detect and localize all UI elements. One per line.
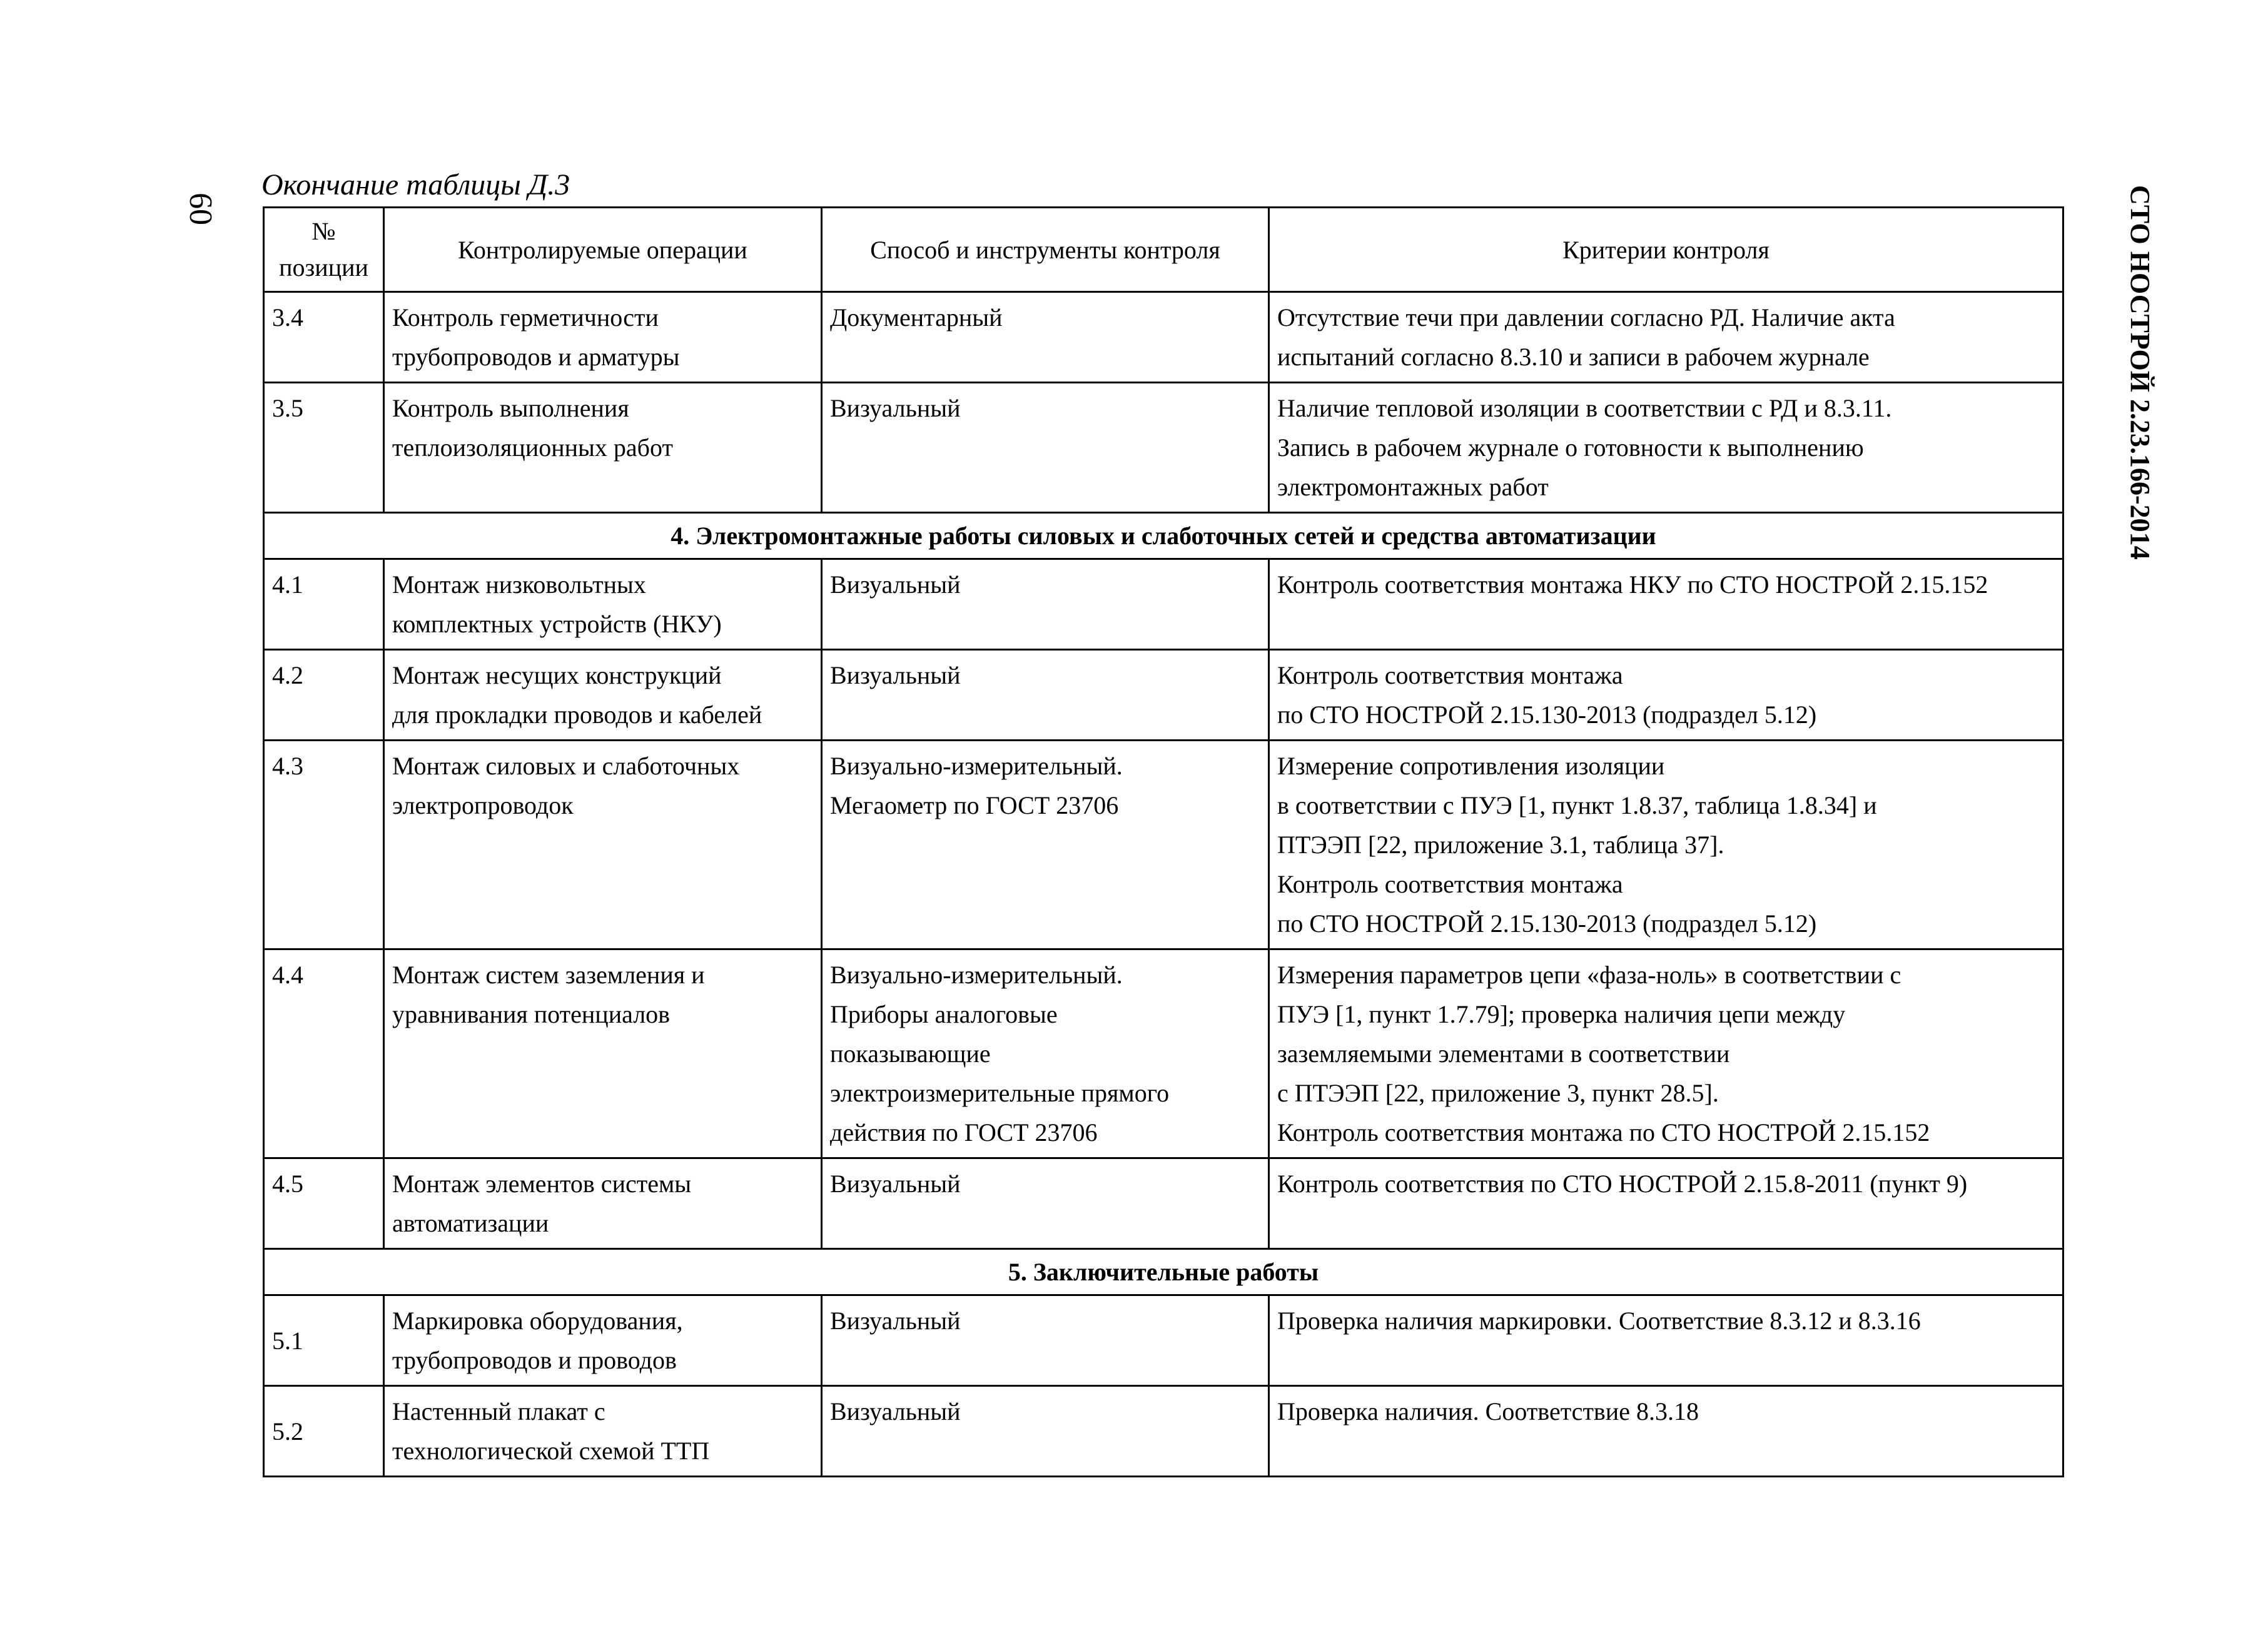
- page-number: 60: [183, 193, 218, 225]
- table-caption: Окончание таблицы Д.3: [261, 168, 570, 201]
- cell-num: 4.2: [264, 650, 384, 741]
- table-row: [264, 650, 2063, 741]
- section-row: [264, 513, 2063, 559]
- cell-method: Визуальный: [822, 650, 1269, 741]
- cell-criteria: Проверка наличия. Соответствие 8.3.18: [1269, 1386, 2063, 1477]
- cell-criteria: Контроль соответствия монтажа по СТО НОСТРОЙ 2.15.130-2013 (подраздел 5.12): [1269, 650, 2063, 741]
- table-row: [264, 949, 2063, 1158]
- cell-operation: Маркировка оборудования, трубопроводов и проводов: [384, 1295, 822, 1386]
- section-row: [264, 1249, 2063, 1295]
- cell-method: Визуальный: [822, 559, 1269, 650]
- control-table: [263, 206, 2064, 1477]
- table-row: [264, 1295, 2063, 1386]
- cell-operation: Монтаж низковольтных комплектных устройств (НКУ): [384, 559, 822, 650]
- cell-operation: Монтаж систем заземления и уравнивания потенциалов: [384, 949, 822, 1158]
- header-operation: Контролируемые операции: [384, 208, 822, 292]
- cell-method: Визуально-измерительный. Мегаометр по ГОСТ 23706: [822, 741, 1269, 949]
- cell-method: Документарный: [822, 292, 1269, 383]
- header-criteria: Критерии контроля: [1269, 208, 2063, 292]
- table-row: [264, 1158, 2063, 1249]
- cell-criteria: Отсутствие течи при давлении согласно РД. Наличие акта испытаний согласно 8.3.10 и записи в рабочем журнале: [1269, 292, 2063, 383]
- cell-method: Визуально-измерительный. Приборы аналоговые показывающие электроизмерительные прямого действия по ГОСТ 23706: [822, 949, 1269, 1158]
- cell-method: Визуальный: [822, 1158, 1269, 1249]
- table-row: [264, 292, 2063, 383]
- cell-num: 5.2: [264, 1386, 384, 1477]
- cell-operation: Контроль выполнения теплоизоляционных работ: [384, 383, 822, 513]
- cell-criteria: Контроль соответствия по СТО НОСТРОЙ 2.15.8-2011 (пункт 9): [1269, 1158, 2063, 1249]
- table-header-row: [264, 208, 2063, 292]
- cell-operation: Контроль герметичности трубопроводов и арматуры: [384, 292, 822, 383]
- cell-criteria: Наличие тепловой изоляции в соответствии с РД и 8.3.11. Запись в рабочем журнале о готовности к выполнению электромонтажных работ: [1269, 383, 2063, 513]
- cell-criteria: Контроль соответствия монтажа НКУ по СТО НОСТРОЙ 2.15.152: [1269, 559, 2063, 650]
- cell-operation: Монтаж элементов системы автоматизации: [384, 1158, 822, 1249]
- cell-num: 5.1: [264, 1295, 384, 1386]
- header-method: Способ и инструменты контроля: [822, 208, 1269, 292]
- cell-method: Визуальный: [822, 383, 1269, 513]
- cell-criteria: Измерения параметров цепи «фаза-ноль» в соответствии с ПУЭ [1, пункт 1.7.79]; проверка наличия цепи между заземляемыми элементами в соответствии с ПТЭЭП [22, приложение 3, пункт 28.5]. Контроль соответствия монтажа по СТО НОСТРОЙ 2.15.152: [1269, 949, 2063, 1158]
- cell-num: 4.4: [264, 949, 384, 1158]
- cell-num: 3.5: [264, 383, 384, 513]
- cell-num: 3.4: [264, 292, 384, 383]
- cell-num: 4.1: [264, 559, 384, 650]
- section-title: 5. Заключительные работы: [264, 1249, 2063, 1295]
- cell-operation: Монтаж несущих конструкций для прокладки проводов и кабелей: [384, 650, 822, 741]
- cell-num: 4.3: [264, 741, 384, 949]
- cell-operation: Монтаж силовых и слаботочных электропроводок: [384, 741, 822, 949]
- cell-criteria: Измерение сопротивления изоляции в соответствии с ПУЭ [1, пункт 1.8.37, таблица 1.8.34] и ПТЭЭП [22, приложение 3.1, таблица 37]. Контроль соответствия монтажа по СТО НОСТРОЙ 2.15.130-2013 (подраздел 5.12): [1269, 741, 2063, 949]
- cell-method: Визуальный: [822, 1295, 1269, 1386]
- section-title: 4. Электромонтажные работы силовых и слаботочных сетей и средства автоматизации: [264, 513, 2063, 559]
- table-row: [264, 741, 2063, 949]
- document-code: СТО НОСТРОЙ 2.23.166-2014: [2125, 185, 2155, 560]
- cell-criteria: Проверка наличия маркировки. Соответствие 8.3.12 и 8.3.16: [1269, 1295, 2063, 1386]
- cell-num: 4.5: [264, 1158, 384, 1249]
- table-body: [264, 292, 2063, 1477]
- header-num: № позиции: [264, 208, 384, 292]
- cell-operation: Настенный плакат с технологической схемой ТТП: [384, 1386, 822, 1477]
- table-row: [264, 559, 2063, 650]
- table-row: [264, 383, 2063, 513]
- cell-method: Визуальный: [822, 1386, 1269, 1477]
- table-row: [264, 1386, 2063, 1477]
